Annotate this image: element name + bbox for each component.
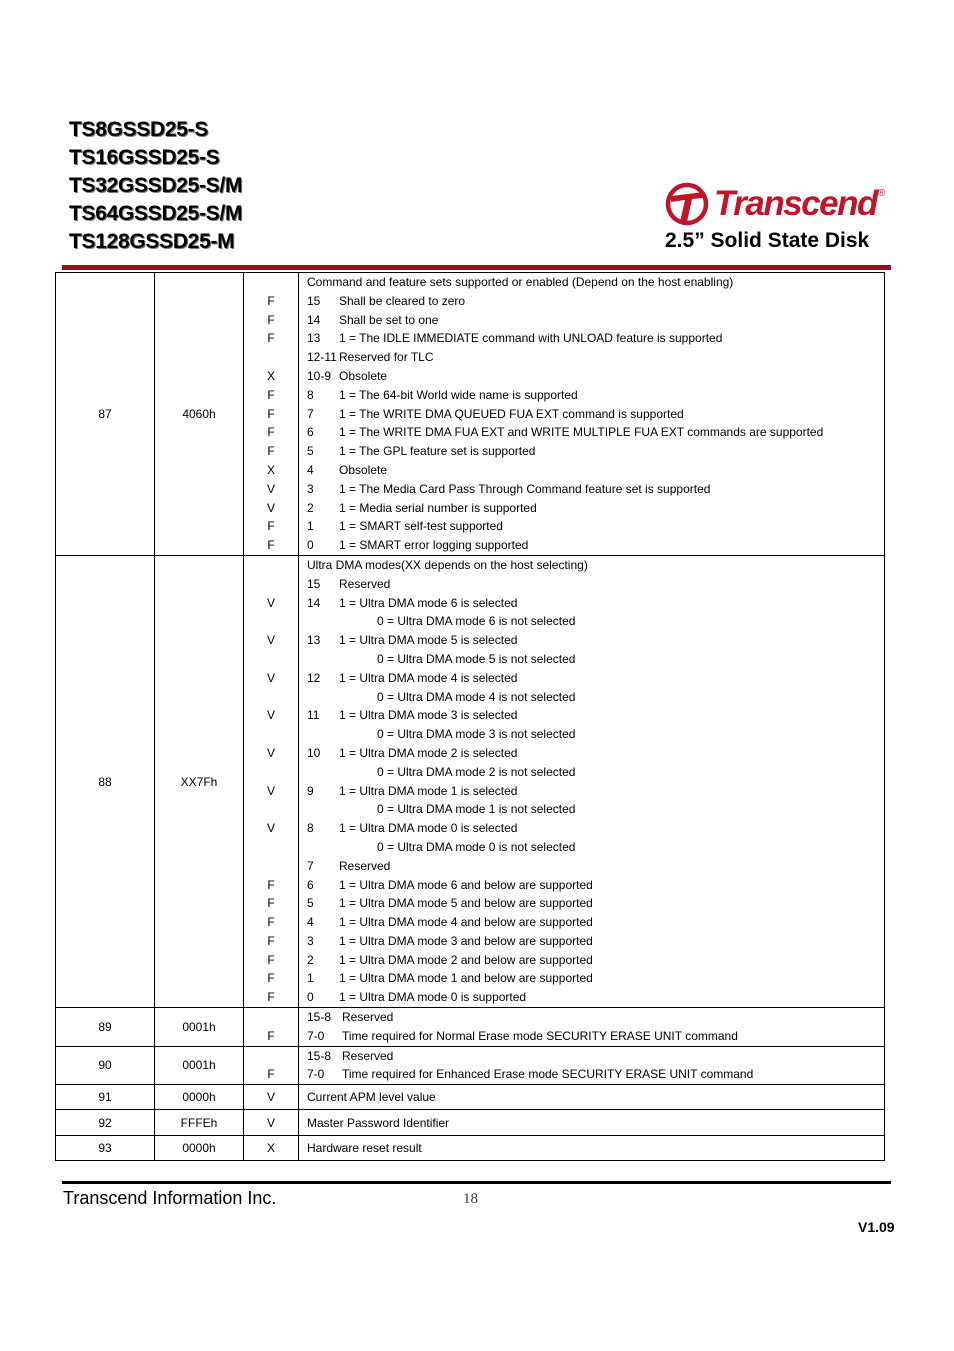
bit-number: 6: [307, 425, 314, 440]
bit-number: 15-8: [307, 1048, 332, 1063]
description-line: [307, 988, 884, 1007]
description-line: [307, 800, 884, 819]
bit-description: 1 = Media serial number is supported: [339, 500, 537, 515]
bit-number: 14: [307, 312, 321, 327]
bit-description: 1 = Ultra DMA mode 5 is selected: [339, 633, 518, 648]
description-line: [307, 517, 884, 536]
bit-description: 1 = Ultra DMA mode 1 is selected: [339, 783, 518, 798]
flag-cell: V: [244, 1110, 299, 1136]
document-subtitle: 2.5” Solid State Disk: [665, 229, 870, 252]
bit-description: 1 = SMART self-test supported: [339, 519, 503, 534]
flag-value: V: [266, 500, 275, 515]
description-line: [307, 913, 884, 932]
bit-number: 4: [307, 915, 314, 930]
bit-description: 1 = Ultra DMA mode 6 and below are supported: [339, 877, 593, 892]
table-row: [56, 555, 885, 1007]
bit-description: 1 = Ultra DMA mode 2 is selected: [339, 745, 518, 760]
description-line: [307, 876, 884, 895]
bit-description: 1 = The WRITE DMA FUA EXT and WRITE MULTIPLE FUA EXT commands are supported: [339, 425, 824, 440]
description-line: [307, 1065, 884, 1084]
bit-number: 0: [307, 538, 314, 553]
description-line: [307, 969, 884, 988]
flag-value: V: [266, 595, 275, 610]
bit-description: 1 = SMART error logging supported: [339, 538, 529, 553]
flag-value: [244, 763, 298, 782]
bit-number: 13: [307, 633, 321, 648]
flag-cell: [244, 273, 299, 556]
bit-number: 2: [307, 500, 314, 515]
bit-description: 0 = Ultra DMA mode 6 is not selected: [377, 614, 576, 629]
flag-value: [244, 273, 298, 292]
bit-description: Command and feature sets supported or enabled (Depend on the host enabling): [307, 275, 734, 289]
identify-device-table: [55, 272, 885, 1161]
flag-value: [244, 838, 298, 857]
model-name: TS64GSSD25-S/M: [69, 202, 243, 225]
flag-value: F: [267, 425, 275, 440]
value-cell: 0000h: [155, 1136, 244, 1161]
bit-number: 3: [307, 481, 314, 496]
bit-number: 12-11: [307, 350, 337, 365]
model-name: TS128GSSD25-M: [69, 230, 235, 253]
bit-description: 1 = Ultra DMA mode 3 is selected: [339, 708, 518, 723]
bit-description: Reserved for TLC: [339, 350, 434, 365]
description-line: [307, 1047, 884, 1066]
bit-description: Time required for Enhanced Erase mode SECURITY ERASE UNIT command: [342, 1067, 754, 1082]
page-number: 18: [463, 1191, 478, 1207]
flag-value: F: [267, 406, 275, 421]
value-cell: FFFEh: [155, 1110, 244, 1136]
flag-value: F: [267, 387, 275, 402]
bit-description: 1 = Ultra DMA mode 6 is selected: [339, 595, 518, 610]
bit-number: 6: [307, 877, 314, 892]
flag-value: [244, 575, 298, 594]
bit-description: Ultra DMA modes(XX depends on the host selecting): [307, 557, 588, 572]
bit-number: 7-0: [307, 1067, 325, 1082]
description-line: [307, 556, 884, 575]
bit-description: Reserved: [339, 858, 391, 873]
description-line: [307, 367, 884, 386]
flag-value: [244, 650, 298, 669]
bit-number: 10: [307, 745, 321, 760]
flag-cell: X: [244, 1136, 299, 1161]
description-line: [307, 631, 884, 650]
flag-value: V: [266, 670, 275, 685]
bit-number: 8: [307, 821, 314, 836]
flag-cell: [244, 555, 299, 1007]
description-cell: [299, 555, 885, 1007]
word-cell: 92: [56, 1110, 155, 1136]
description-line: [307, 329, 884, 348]
model-name: TS8GSSD25-S: [69, 118, 209, 141]
flag-cell: F: [244, 1046, 299, 1085]
description-line: [307, 273, 884, 292]
description-line: [307, 612, 884, 631]
bit-number: 13: [307, 331, 321, 346]
description-line: [307, 838, 884, 857]
bit-description: 1 = The 64-bit World wide name is supported: [339, 387, 578, 402]
bit-number: 1: [307, 971, 314, 986]
bit-description: 0 = Ultra DMA mode 4 is not selected: [377, 689, 576, 704]
value-cell: XX7Fh: [155, 555, 244, 1007]
value-cell: 0000h: [155, 1085, 244, 1110]
description-cell: [299, 1046, 885, 1085]
bit-number: 15: [307, 576, 321, 591]
table-row: [56, 1046, 885, 1085]
bit-description: Obsolete: [339, 462, 388, 477]
description-line: [307, 386, 884, 405]
bit-description: 0 = Ultra DMA mode 5 is not selected: [377, 651, 576, 666]
description-line: [307, 461, 884, 480]
bit-description: 1 = Ultra DMA mode 0 is selected: [339, 821, 518, 836]
flag-value: [244, 556, 298, 575]
bit-number: 15: [307, 293, 321, 308]
description-line: [307, 1027, 884, 1046]
bit-description: 0 = Ultra DMA mode 2 is not selected: [377, 764, 576, 779]
description-line: [307, 894, 884, 913]
bit-number: 14: [307, 595, 321, 610]
description-line: [307, 688, 884, 707]
flag-value: V: [266, 708, 275, 723]
bit-number: 9: [307, 783, 314, 798]
bit-number: 12: [307, 670, 321, 685]
word-cell: 91: [56, 1085, 155, 1110]
bit-description: Reserved: [342, 1048, 394, 1063]
flag-value: [244, 688, 298, 707]
flag-value: F: [267, 293, 275, 308]
bit-description: 1 = The GPL feature set is supported: [339, 444, 536, 459]
flag-value: F: [267, 519, 275, 534]
description-line: [307, 311, 884, 330]
value-cell: 0001h: [155, 1008, 244, 1047]
company-name: Transcend Information Inc.: [63, 1188, 277, 1208]
bit-number: 11: [307, 708, 320, 723]
bit-description: Reserved: [339, 576, 391, 591]
description-line: [307, 669, 884, 688]
model-name: TS16GSSD25-S: [69, 146, 220, 169]
description-line: [307, 292, 884, 311]
description-line: [307, 423, 884, 442]
description-cell: [299, 273, 885, 556]
bit-description: 1 = The IDLE IMMEDIATE command with UNLOAD feature is supported: [339, 331, 723, 346]
bit-description: Obsolete: [339, 368, 388, 383]
bit-description: Reserved: [342, 1010, 394, 1025]
bit-description: 1 = Ultra DMA mode 3 and below are supported: [339, 933, 593, 948]
flag-value: F: [267, 312, 275, 327]
bit-number: 7: [307, 858, 314, 873]
value-cell: 4060h: [155, 273, 244, 556]
bit-description: 1 = Ultra DMA mode 4 is selected: [339, 670, 518, 685]
header-divider: [62, 265, 891, 270]
flag-value: F: [267, 331, 275, 346]
description-line: [307, 442, 884, 461]
bit-number: 0: [307, 990, 314, 1005]
bit-description: 1 = Ultra DMA mode 0 is supported: [339, 990, 527, 1005]
description-line: [307, 594, 884, 613]
flag-value: V: [266, 481, 275, 496]
bit-number: 7-0: [307, 1028, 325, 1043]
description-line: [307, 951, 884, 970]
description-line: [307, 782, 884, 801]
flag-value: X: [266, 368, 275, 383]
description-line: [307, 575, 884, 594]
bit-description: 1 = Ultra DMA mode 2 and below are supported: [339, 952, 593, 967]
bit-description: Time required for Normal Erase mode SECURITY ERASE UNIT command: [342, 1028, 738, 1043]
bit-description: 1 = The Media Card Pass Through Command feature set is supported: [339, 481, 711, 496]
table-row: [56, 273, 885, 556]
registered-mark: ®: [878, 188, 886, 199]
description-line: [307, 763, 884, 782]
word-cell: 87: [56, 273, 155, 556]
transcend-logo: [664, 182, 890, 226]
flag-value: F: [267, 444, 275, 459]
version-label: V1.09: [858, 1219, 895, 1235]
bit-number: 5: [307, 896, 314, 911]
description-line: [307, 480, 884, 499]
description-line: [307, 932, 884, 951]
bit-number: 15-8: [307, 1010, 332, 1025]
word-cell: 90: [56, 1046, 155, 1085]
description-line: [307, 499, 884, 518]
flag-value: [244, 725, 298, 744]
flag-value: V: [266, 783, 275, 798]
description-line: [307, 706, 884, 725]
table-row: [56, 1110, 885, 1136]
bit-description: 1 = Ultra DMA mode 5 and below are supported: [339, 896, 593, 911]
flag-value: V: [266, 745, 275, 760]
word-cell: 93: [56, 1136, 155, 1161]
description-cell: Master Password Identifier: [299, 1110, 885, 1136]
bit-number: 7: [307, 406, 314, 421]
description-cell: [299, 1008, 885, 1047]
bit-number: 8: [307, 387, 314, 402]
bit-number: 1: [307, 519, 314, 534]
bit-description: 0 = Ultra DMA mode 1 is not selected: [377, 802, 576, 817]
bit-number: 10-9: [307, 368, 332, 383]
flag-cell: F: [244, 1008, 299, 1047]
flag-value: V: [266, 821, 275, 836]
flag-value: [244, 800, 298, 819]
description-line: [307, 1008, 884, 1027]
bit-description: 1 = The WRITE DMA QUEUED FUA EXT command is supported: [339, 406, 684, 421]
flag-value: F: [267, 990, 275, 1005]
flag-value: F: [267, 933, 275, 948]
logo-wordmark: Transcend: [714, 184, 877, 223]
table-row: [56, 1085, 885, 1110]
description-line: [307, 348, 884, 367]
flag-value: F: [267, 896, 275, 911]
bit-number: 4: [307, 462, 314, 477]
bit-description: Shall be cleared to zero: [339, 293, 466, 308]
flag-value: F: [267, 915, 275, 930]
flag-value: [244, 348, 298, 367]
flag-value: X: [266, 462, 275, 477]
flag-value: [244, 857, 298, 876]
flag-value: F: [267, 538, 275, 553]
description-line: [307, 857, 884, 876]
flag-value: F: [267, 952, 275, 967]
description-line: [307, 536, 884, 555]
model-list: [69, 116, 242, 256]
flag-value: [244, 612, 298, 631]
transcend-emblem-icon: [664, 182, 710, 226]
bit-description: 1 = Ultra DMA mode 1 and below are supported: [339, 971, 593, 986]
flag-value: F: [267, 877, 275, 892]
model-name: TS32GSSD25-S/M: [69, 174, 243, 197]
description-line: [307, 405, 884, 424]
table-row: [56, 1008, 885, 1047]
description-line: [307, 725, 884, 744]
bit-number: 5: [307, 444, 314, 459]
bit-description: Shall be set to one: [339, 312, 439, 327]
description-cell: Hardware reset result: [299, 1136, 885, 1161]
table-row: [56, 1136, 885, 1161]
description-line: [307, 650, 884, 669]
description-line: [307, 744, 884, 763]
flag-cell: V: [244, 1085, 299, 1110]
word-cell: 88: [56, 555, 155, 1007]
bit-description: 0 = Ultra DMA mode 0 is not selected: [377, 839, 576, 854]
bit-number: 2: [307, 952, 314, 967]
footer-divider: [62, 1181, 891, 1184]
bit-description: 1 = Ultra DMA mode 4 and below are supported: [339, 915, 593, 930]
description-line: [307, 819, 884, 838]
flag-value: V: [266, 633, 275, 648]
bit-number: 3: [307, 933, 314, 948]
value-cell: 0001h: [155, 1046, 244, 1085]
description-cell: Current APM level value: [299, 1085, 885, 1110]
flag-value: F: [267, 971, 275, 986]
word-cell: 89: [56, 1008, 155, 1047]
bit-description: 0 = Ultra DMA mode 3 is not selected: [377, 727, 576, 742]
